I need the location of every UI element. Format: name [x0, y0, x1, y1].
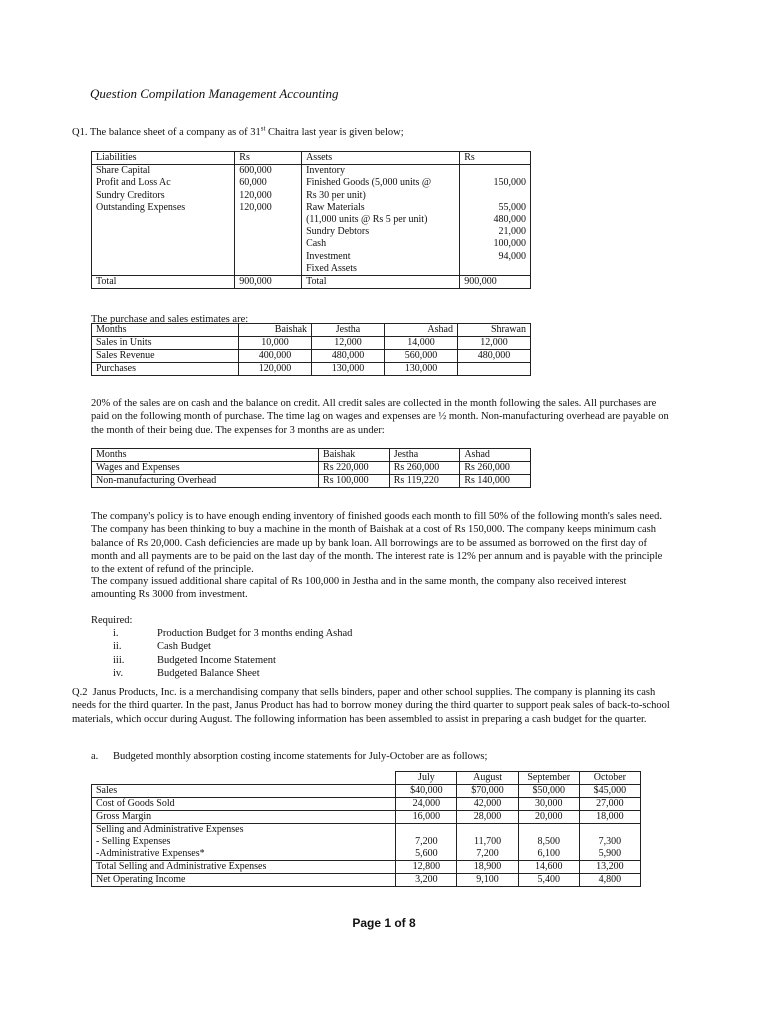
- cell: Rs 30 per unit): [302, 190, 460, 202]
- table-row: [92, 190, 531, 202]
- header-cell: Ashad: [385, 324, 458, 337]
- header-cell: Liabilities: [92, 152, 235, 165]
- cell: [460, 190, 531, 202]
- table-row: [92, 811, 641, 824]
- header-cell: Shrawan: [457, 324, 530, 337]
- cell: (11,000 units @ Rs 5 per unit): [302, 214, 460, 226]
- list-item: [113, 667, 352, 680]
- cell: [579, 824, 640, 861]
- cell: Sundry Creditors: [92, 190, 235, 202]
- cell: 16,000: [396, 811, 457, 824]
- cell: 94,000: [498, 250, 526, 262]
- cell-value: 7,300: [598, 836, 622, 847]
- cell: -Administrative Expenses*: [92, 848, 396, 861]
- list-text: Production Budget for 3 months ending Ashad: [157, 628, 353, 639]
- table-row: [92, 202, 531, 214]
- list-item: [113, 640, 352, 653]
- cell: - Selling Expenses: [92, 836, 396, 848]
- cell-value: 7,200: [476, 848, 499, 859]
- purchase-sales-intro: The purchase and sales estimates are:: [91, 314, 249, 325]
- cell: Rs 119,220: [389, 475, 460, 488]
- cell: 27,000: [579, 798, 640, 811]
- cell: 18,900: [457, 861, 518, 874]
- header-cell: Jestha: [312, 324, 385, 337]
- cell: 120,000: [235, 190, 302, 202]
- sub-a-label: a.: [91, 751, 99, 762]
- cell: 14,600: [518, 861, 579, 874]
- table-row: [92, 226, 531, 238]
- header-cell: Months: [92, 449, 319, 462]
- list-number: ii.: [113, 641, 122, 653]
- cell: 42,000: [457, 798, 518, 811]
- table-row: [92, 165, 531, 178]
- header-cell: Ashad: [460, 449, 531, 462]
- table-row: [92, 861, 641, 874]
- cell: [235, 214, 302, 226]
- cell: Sales: [92, 785, 396, 798]
- cell: Total Selling and Administrative Expenses: [92, 861, 396, 874]
- expenses-table: [91, 448, 531, 488]
- cell: Fixed Assets: [302, 263, 460, 276]
- cell: [457, 824, 518, 861]
- cell-value: 8,500: [537, 836, 560, 847]
- sub-a-text: Budgeted monthly absorption costing income statements for July-October are as follows;: [113, 751, 488, 762]
- cell-value: 11,700: [473, 836, 502, 847]
- header-cell: October: [579, 772, 640, 785]
- cell: 900,000: [460, 276, 531, 289]
- cell: 9,100: [457, 874, 518, 887]
- paragraph-share-capital: The company issued additional share capital of Rs 100,000 in Jestha and in the same month, the company also received interest amounting Rs 3000 from investment.: [91, 576, 627, 601]
- cell: 4,800: [579, 874, 640, 887]
- cell: $70,000: [457, 785, 518, 798]
- cell: 28,000: [457, 811, 518, 824]
- cell: Net Operating Income: [92, 874, 396, 887]
- cell: [457, 363, 530, 376]
- cell: Rs 260,000: [460, 462, 531, 475]
- cell: Rs 100,000: [319, 475, 390, 488]
- cell: 130,000: [385, 363, 458, 376]
- table-row: [92, 874, 641, 887]
- list-text: Budgeted Balance Sheet: [157, 667, 260, 679]
- cell: [92, 226, 235, 238]
- header-cell: Assets: [302, 152, 460, 165]
- cell: 12,800: [396, 861, 457, 874]
- list-item: [113, 627, 352, 640]
- header-cell: Months: [92, 324, 239, 337]
- cell: Total: [302, 276, 460, 289]
- cell: 400,000: [239, 350, 312, 363]
- cell: 18,000: [579, 811, 640, 824]
- list-number: i.: [113, 628, 119, 639]
- cell: [235, 263, 302, 276]
- header-cell: September: [518, 772, 579, 785]
- table-header-row: [92, 152, 531, 165]
- cell: Investment: [302, 251, 460, 263]
- cell: $50,000: [518, 785, 579, 798]
- header-cell: Rs: [235, 152, 302, 165]
- list-text: Cash Budget: [157, 641, 211, 653]
- cell: 10,000: [239, 337, 312, 350]
- cell: [92, 238, 235, 250]
- total-row: [92, 276, 531, 289]
- table-row: [92, 350, 531, 363]
- cell: Purchases: [92, 363, 239, 376]
- cell: Sundry Debtors: [302, 226, 460, 238]
- list-text: Budgeted Income Statement: [157, 654, 276, 666]
- cell: 100,000: [493, 238, 526, 250]
- q2-sub-a: [91, 750, 487, 763]
- table-row: [92, 177, 531, 189]
- table-row: [92, 263, 531, 276]
- cell: Rs 260,000: [389, 462, 460, 475]
- cell: 60,000: [235, 177, 302, 189]
- cell: 5,400: [518, 874, 579, 887]
- balance-sheet-table: [91, 151, 531, 289]
- cell: [396, 824, 457, 861]
- cell: 3,200: [396, 874, 457, 887]
- cell: Cost of Goods Sold: [92, 798, 396, 811]
- cell: Finished Goods (5,000 units @: [302, 177, 460, 189]
- cell: Share Capital: [92, 165, 235, 178]
- cell: [92, 263, 235, 276]
- page-number: Page 1 of 8: [352, 916, 416, 930]
- cell: 120,000: [235, 202, 302, 214]
- table-header-row: [92, 324, 531, 337]
- header-cell: Baishak: [239, 324, 312, 337]
- cell-value: 6,100: [537, 848, 560, 859]
- cell: 55,000: [498, 201, 526, 213]
- cell: 21,000: [498, 226, 526, 238]
- cell: 14,000: [385, 337, 458, 350]
- required-list: [113, 627, 352, 680]
- header-cell: Rs: [460, 152, 531, 165]
- header-cell: August: [457, 772, 518, 785]
- table-row: [92, 798, 641, 811]
- cell: 900,000: [235, 276, 302, 289]
- cell: Rs 140,000: [460, 475, 531, 488]
- paragraph-sales-terms: 20% of the sales are on cash and the balance on credit. All credit sales are collected in the month following the sales. All purchases are paid on the following month of purchase. The time lag on wages and expenses are ½ month. Non-manufacturing overhead are payable on the month of their being due. The expenses for 3 months are as under:: [91, 398, 669, 436]
- cell: [235, 238, 302, 250]
- cell: [460, 165, 531, 178]
- table-header-row: [92, 449, 531, 462]
- cell: 600,000: [235, 165, 302, 178]
- cell: Non-manufacturing Overhead: [92, 475, 319, 488]
- cell: [92, 251, 235, 263]
- cell: 480,000: [457, 350, 530, 363]
- cell: Inventory: [302, 165, 460, 178]
- cell: Total: [92, 276, 235, 289]
- cell: Wages and Expenses: [92, 462, 319, 475]
- table-row: [92, 363, 531, 376]
- q2-intro: [72, 686, 672, 726]
- list-item: [113, 654, 352, 667]
- cell: Gross Margin: [92, 811, 396, 824]
- cell: Raw Materials: [302, 202, 460, 214]
- cell: $40,000: [396, 785, 457, 798]
- cell: 24,000: [396, 798, 457, 811]
- required-label: Required:: [91, 615, 133, 626]
- list-number: iii.: [113, 654, 125, 666]
- cell: 480,000: [312, 350, 385, 363]
- cell: Selling and Administrative Expenses: [92, 824, 396, 837]
- table-row: [92, 238, 531, 250]
- table-row: [92, 824, 641, 837]
- table-row: [92, 462, 531, 475]
- cell: [235, 251, 302, 263]
- income-statement-table: [91, 771, 641, 887]
- header-cell: July: [396, 772, 457, 785]
- cell: Profit and Loss Ac: [92, 177, 235, 189]
- list-number: iv.: [113, 667, 124, 679]
- cell-value: 5,600: [415, 848, 438, 859]
- cell: Rs 220,000: [319, 462, 390, 475]
- header-cell: Baishak: [319, 449, 390, 462]
- table-header-row: [92, 772, 641, 785]
- cell: 560,000: [385, 350, 458, 363]
- cell: [518, 824, 579, 861]
- cell: Cash: [302, 238, 460, 250]
- q1-intro: Q1. The balance sheet of a company as of 31st Chaitra last year is given below;: [72, 124, 404, 138]
- cell: Sales in Units: [92, 337, 239, 350]
- header-cell: Jestha: [389, 449, 460, 462]
- document-title: Question Compilation Management Accounting: [90, 86, 339, 101]
- table-row: [92, 785, 641, 798]
- table-row: [92, 337, 531, 350]
- cell: [235, 226, 302, 238]
- table-row: [92, 251, 531, 263]
- purchase-sales-table: [91, 323, 531, 376]
- cell: Outstanding Expenses: [92, 202, 235, 214]
- table-row: [92, 214, 531, 226]
- cell: [460, 263, 531, 276]
- cell: 12,000: [457, 337, 530, 350]
- table-row: [92, 475, 531, 488]
- cell: 20,000: [518, 811, 579, 824]
- cell: [92, 214, 235, 226]
- cell-value: 7,200: [415, 836, 438, 847]
- cell-value: 5,900: [598, 848, 622, 859]
- cell: 480,000: [493, 214, 526, 226]
- cell: 12,000: [312, 337, 385, 350]
- cell: 13,200: [579, 861, 640, 874]
- q2-text: Janus Products, Inc. is a merchandising company that sells binders, paper and other school supplies. The company is planning its cash needs for the third quarter. In the past, Janus Product has had to borrow money during the third quarter to support peak sales of back-to-school materials, which occur during August. The following information has been assembled to assist in preparing a cash budget for the quarter.: [72, 687, 670, 725]
- cell: 30,000: [518, 798, 579, 811]
- paragraph-policy: The company's policy is to have enough ending inventory of finished goods each month to fill 50% of the following month's sales need. The company has been thinking to buy a machine in the month of Baishak at a cost of Rs 150,000. The company keeps minimum cash balance of Rs 20,000. Cash deficiencies are made up by bank loan. All borrowings are to be assumed as borrowed on the first day of month and all payments are to be paid on the last day of the month. The interest rate is 12% per annum and is payable with the principle to the extent of refund of the principle.: [91, 511, 663, 576]
- cell: $45,000: [579, 785, 640, 798]
- cell: 150,000: [493, 177, 526, 189]
- cell: 120,000: [239, 363, 312, 376]
- cell: 130,000: [312, 363, 385, 376]
- cell: Sales Revenue: [92, 350, 239, 363]
- header-cell: [92, 772, 396, 785]
- q2-label: Q.2: [72, 687, 88, 698]
